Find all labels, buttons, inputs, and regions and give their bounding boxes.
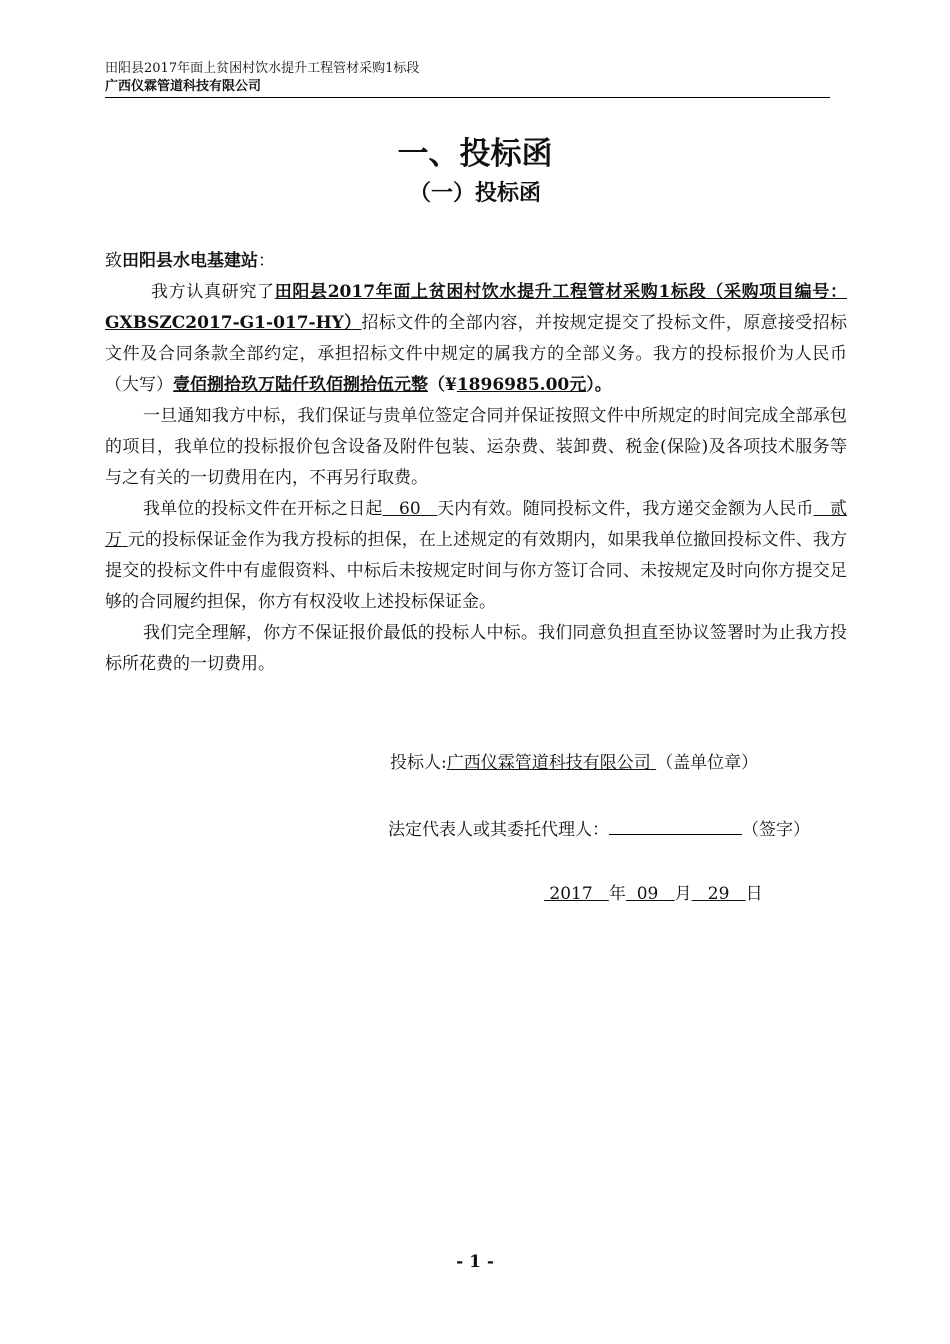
header-divider <box>105 97 830 98</box>
representative-line <box>388 816 810 843</box>
page-title: 一、投标函 <box>397 136 553 172</box>
bid-amount-words: 壹佰捌拾玖万陆仟玖佰捌拾伍元整 <box>173 375 428 395</box>
signature-blank[interactable] <box>609 816 742 835</box>
page-number: - 1 - <box>456 1252 494 1272</box>
header-company-line: 广西仪霖管道科技有限公司 <box>105 79 262 94</box>
page-subtitle: （一）投标函 <box>408 181 541 206</box>
bidder-name-value: 广西仪霖管道科技有限公司 <box>446 753 651 773</box>
year-unit: 年 <box>608 884 626 904</box>
paragraph-1 <box>105 277 847 401</box>
date-year-value: 2017 <box>549 884 593 904</box>
salutation-suffix: ： <box>258 251 275 271</box>
date-day <box>692 884 746 904</box>
sign-note: （签字） <box>742 820 810 840</box>
validity-days-value: 60 <box>399 499 421 519</box>
deposit-amount-value: 贰万 <box>105 499 848 550</box>
validity-days <box>382 499 437 519</box>
date-day-value: 29 <box>707 884 730 904</box>
bidder-label: 投标人: <box>390 753 447 773</box>
paragraph-3 <box>105 494 847 618</box>
seal-note: （盖单位章） <box>656 753 759 773</box>
date-year <box>544 884 609 904</box>
page-header <box>105 60 830 96</box>
paragraph-2: 一旦通知我方中标，我们保证与贵单位签定合同并保证按照文件中所规定的时间完成全部承包的项目，我单位的投标报价包含设备及附件包装、运杂费、装卸费、税金(保险)及各项技术服务等与之有关的一切费用在内，不再另行取费。 <box>105 406 847 488</box>
p3-text-a: 我单位的投标文件在开标之日起 <box>143 499 383 519</box>
bid-amount-number: 1896985.00元 <box>456 375 587 395</box>
p1-text-b: 招标文件的全部内容，并按规定提交了投标文件，原意接受招标文件及合同条款全部约定，承担招标文件中规定的属我方的全部义务。我方的投标报价为人民币（大写） <box>105 313 847 395</box>
recipient: 田阳县水电基建站 <box>122 251 258 271</box>
p1-text-d: ）。 <box>586 375 612 395</box>
date-line <box>544 881 763 907</box>
p1-text-c: （¥ <box>428 375 457 395</box>
paragraph-4: 我们完全理解，你方不保证报价最低的投标人中标。我们同意负担直至协议签署时为止我方投标所花费的一切费用。 <box>105 623 847 674</box>
header-project-line: 田阳县2017年面上贫困村饮水提升工程管材采购1标段 <box>105 61 420 76</box>
date-month-value: 09 <box>636 884 659 904</box>
salutation-prefix: 致 <box>105 251 122 271</box>
bidder-line <box>390 750 758 776</box>
p1-text-a: 我方认真研究了 <box>151 282 275 302</box>
day-unit: 日 <box>745 884 763 904</box>
bidder-name <box>447 753 656 773</box>
representative-label: 法定代表人或其委托代理人： <box>388 820 609 840</box>
p3-text-b: 天内有效。随同投标文件，我方递交金额为人民币 <box>437 499 814 519</box>
month-unit: 月 <box>674 884 692 904</box>
date-month <box>626 884 675 904</box>
salutation <box>105 246 847 277</box>
project-name: 田阳县2017年面上贫困村饮水提升工程管材采购1标段（采购项目编号：GXBSZC2017-G1-017-HY） <box>105 282 847 333</box>
letter-body <box>105 246 847 680</box>
p3-text-c: 元的投标保证金作为我方投标的担保，在上述规定的有效期内，如果我单位撤回投标文件、我方提交的投标文件中有虚假资料、中标后未按规定时间与你方签订合同、未按规定及时向你方提交足够的合同履约担保，你方有权没收上述投标保证金。 <box>105 530 848 612</box>
